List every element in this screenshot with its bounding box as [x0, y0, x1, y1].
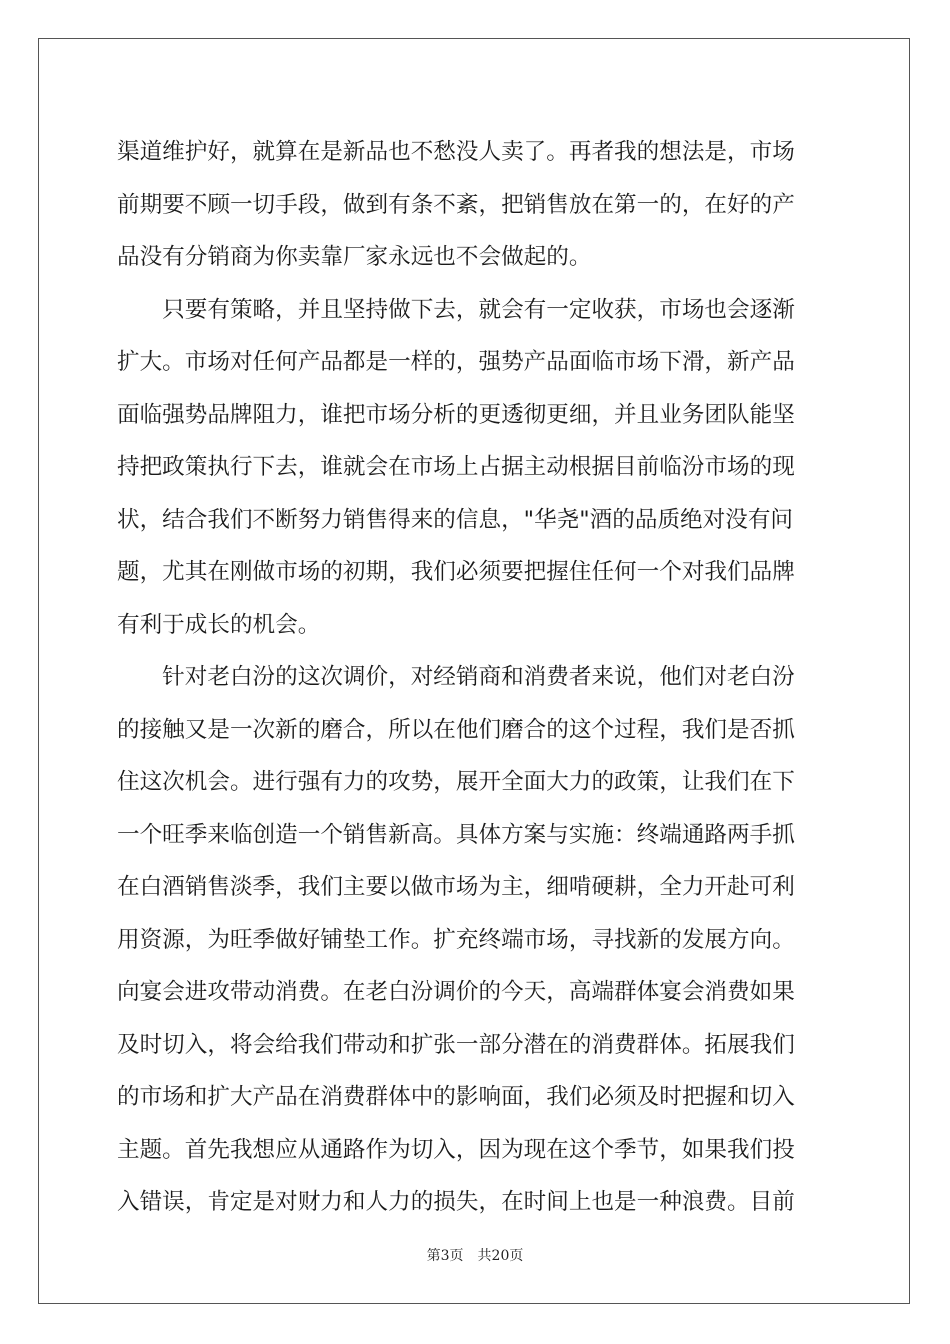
text-line: 用资源，为旺季做好铺垫工作。扩充终端市场，寻找新的发展方向。 — [117, 926, 795, 953]
text-line: 及时切入，将会给我们带动和扩张一部分潜在的消费群体。拓展我们 — [117, 1031, 795, 1058]
text-line: 只要有策略，并且坚持做下去，就会有一定收获，市场也会逐渐 — [117, 296, 795, 323]
text-line: 在白酒销售淡季，我们主要以做市场为主，细啃硬耕，全力开赴可利 — [117, 874, 795, 900]
text-line: 的市场和扩大产品在消费群体中的影响面，我们必须及时把握和切入 — [117, 1084, 795, 1110]
text-line: 面临强势品牌阻力，谁把市场分析的更透彻更细，并且业务团队能坚 — [117, 401, 795, 428]
text-line: 向宴会进攻带动消费。在老白汾调价的今天，高端群体宴会消费如果 — [117, 979, 795, 1005]
text-line: 入错误，肯定是对财力和人力的损失，在时间上也是一种浪费。目前 — [117, 1189, 795, 1215]
text-line: 扩大。市场对任何产品都是一样的，强势产品面临市场下滑，新产品 — [117, 349, 795, 375]
text-line: 渠道维护好，就算在是新品也不愁没人卖了。再者我的想法是，市场 — [117, 139, 795, 165]
text-line: 一个旺季来临创造一个销售新高。具体方案与实施：终端通路两手抓 — [117, 821, 795, 848]
text-line: 针对老白汾的这次调价，对经销商和消费者来说，他们对老白汾 — [117, 664, 795, 690]
text-line: 主题。首先我想应从通路作为切入，因为现在这个季节，如果我们投 — [117, 1136, 795, 1163]
text-line: 有利于成长的机会。 — [117, 611, 321, 638]
text-line: 持把政策执行下去，谁就会在市场上占据主动根据目前临汾市场的现 — [117, 454, 795, 480]
page-number-label: 第3页 共20页 — [426, 1248, 524, 1264]
text-line: 品没有分销商为你卖靠厂家永远也不会做起的。 — [117, 244, 592, 270]
page-footer — [0, 1246, 950, 1266]
text-line: 住这次机会。进行强有力的攻势，展开全面大力的政策，让我们在下 — [117, 769, 795, 795]
text-line: 前期要不顾一切手段，做到有条不紊，把销售放在第一的，在好的产 — [117, 191, 795, 218]
text-line: 题，尤其在刚做市场的初期，我们必须要把握住任何一个对我们品牌 — [117, 559, 795, 585]
text-line: 的接触又是一次新的磨合，所以在他们磨合的这个过程，我们是否抓 — [117, 716, 795, 743]
document-body — [117, 126, 833, 1229]
text-line: 状，结合我们不断努力销售得来的信息，"华尧"酒的品质绝对没有问 — [117, 506, 794, 533]
